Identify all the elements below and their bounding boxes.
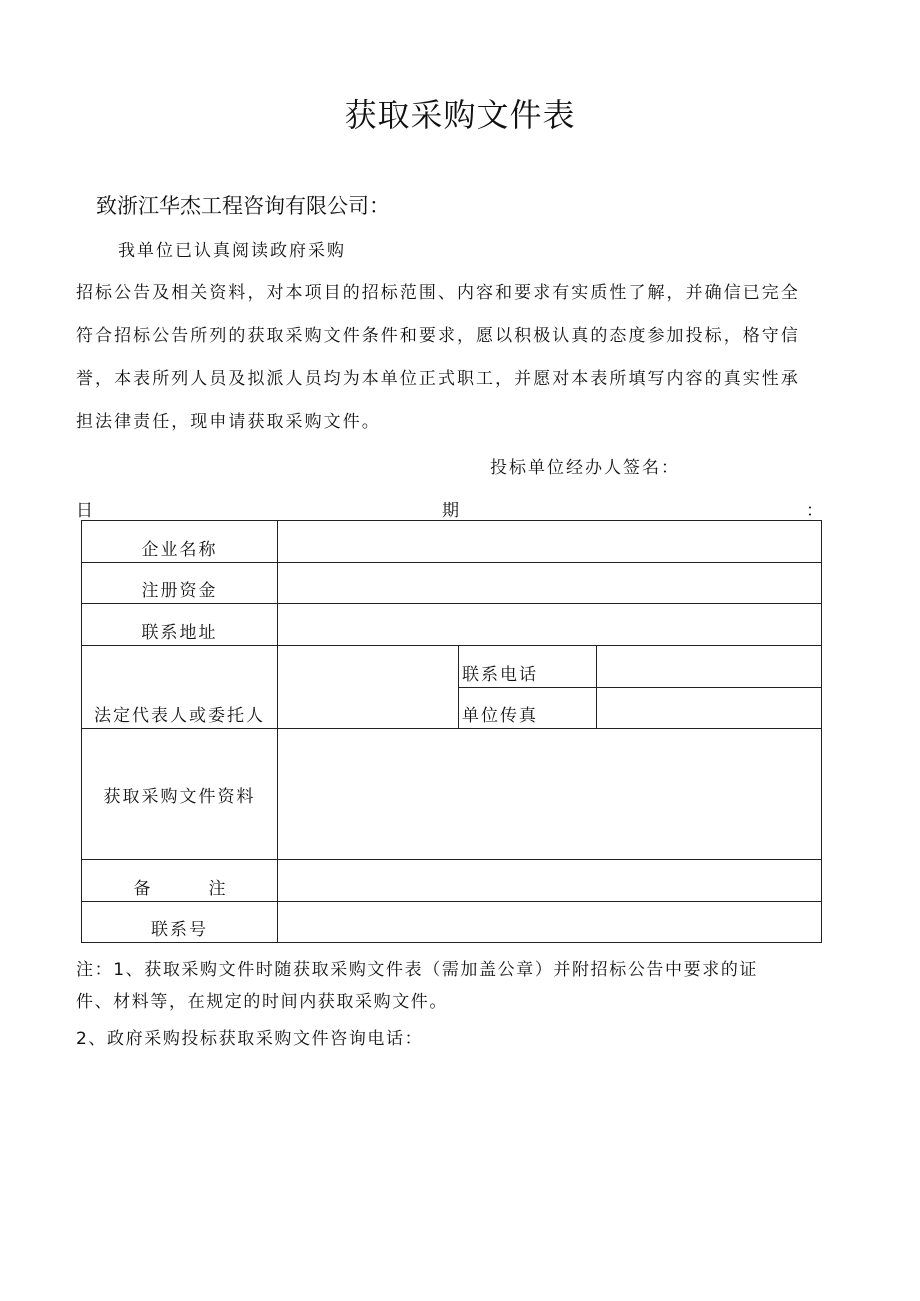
registered-capital-label: 注册资金 <box>82 563 278 604</box>
intro-line-3: 誉，本表所列人员及拟派人员均为本单位正式职工，并愿对本表所填写内容的真实性承 <box>76 369 800 389</box>
contact-no-label: 联系号 <box>82 902 278 943</box>
remarks-field[interactable] <box>278 860 822 902</box>
legal-rep-field[interactable] <box>278 646 459 729</box>
phone-label: 联系电话 <box>459 646 597 688</box>
remarks-label-char1: 备 <box>133 879 151 899</box>
row-company-name <box>82 521 822 563</box>
addressee: 致浙江华杰工程咨询有限公司： <box>96 194 390 218</box>
row-documents <box>82 729 822 860</box>
remarks-label <box>82 860 278 902</box>
date-label-char2: 期 <box>442 501 459 521</box>
intro-line-1: 招标公告及相关资料，对本项目的招标范围、内容和要求有实质性了解，并确信已完全 <box>76 283 800 303</box>
intro-first-line: 我单位已认真阅读政府采购 <box>118 241 346 261</box>
intro-line-4: 担法律责任，现申请获取采购文件。 <box>76 412 381 432</box>
documents-label: 获取采购文件资料 <box>82 729 278 860</box>
signature-label: 投标单位经办人签名： <box>490 458 680 478</box>
company-name-field[interactable] <box>278 521 822 563</box>
note-line-2: 件、材料等，在规定的时间内获取采购文件。 <box>76 992 448 1012</box>
row-contact-no <box>82 902 822 943</box>
application-form-table <box>81 520 822 943</box>
company-name-label: 企业名称 <box>82 521 278 563</box>
note-line-3: 2、政府采购投标获取采购文件咨询电话： <box>76 1029 424 1049</box>
row-address <box>82 604 822 646</box>
legal-rep-label: 法定代表人或委托人 <box>82 646 278 729</box>
row-registered-capital <box>82 563 822 604</box>
document-title: 获取采购文件表 <box>344 96 576 134</box>
contact-no-field[interactable] <box>278 902 822 943</box>
fax-field[interactable] <box>597 688 822 729</box>
phone-field[interactable] <box>597 646 822 688</box>
address-label: 联系地址 <box>82 604 278 646</box>
note-line-1: 注：1、获取采购文件时随获取采购文件表（需加盖公章）并附招标公告中要求的证 <box>76 960 759 980</box>
intro-line-2: 符合招标公告所列的获取采购文件条件和要求，愿以积极认真的态度参加投标，格守信 <box>76 326 800 346</box>
row-remarks <box>82 860 822 902</box>
row-phone <box>82 646 822 688</box>
fax-label: 单位传真 <box>459 688 597 729</box>
date-label-char1: 日 <box>76 501 93 521</box>
date-colon: ： <box>806 501 823 521</box>
address-field[interactable] <box>278 604 822 646</box>
registered-capital-field[interactable] <box>278 563 822 604</box>
remarks-label-char2: 注 <box>208 879 226 899</box>
documents-field[interactable] <box>278 729 822 860</box>
